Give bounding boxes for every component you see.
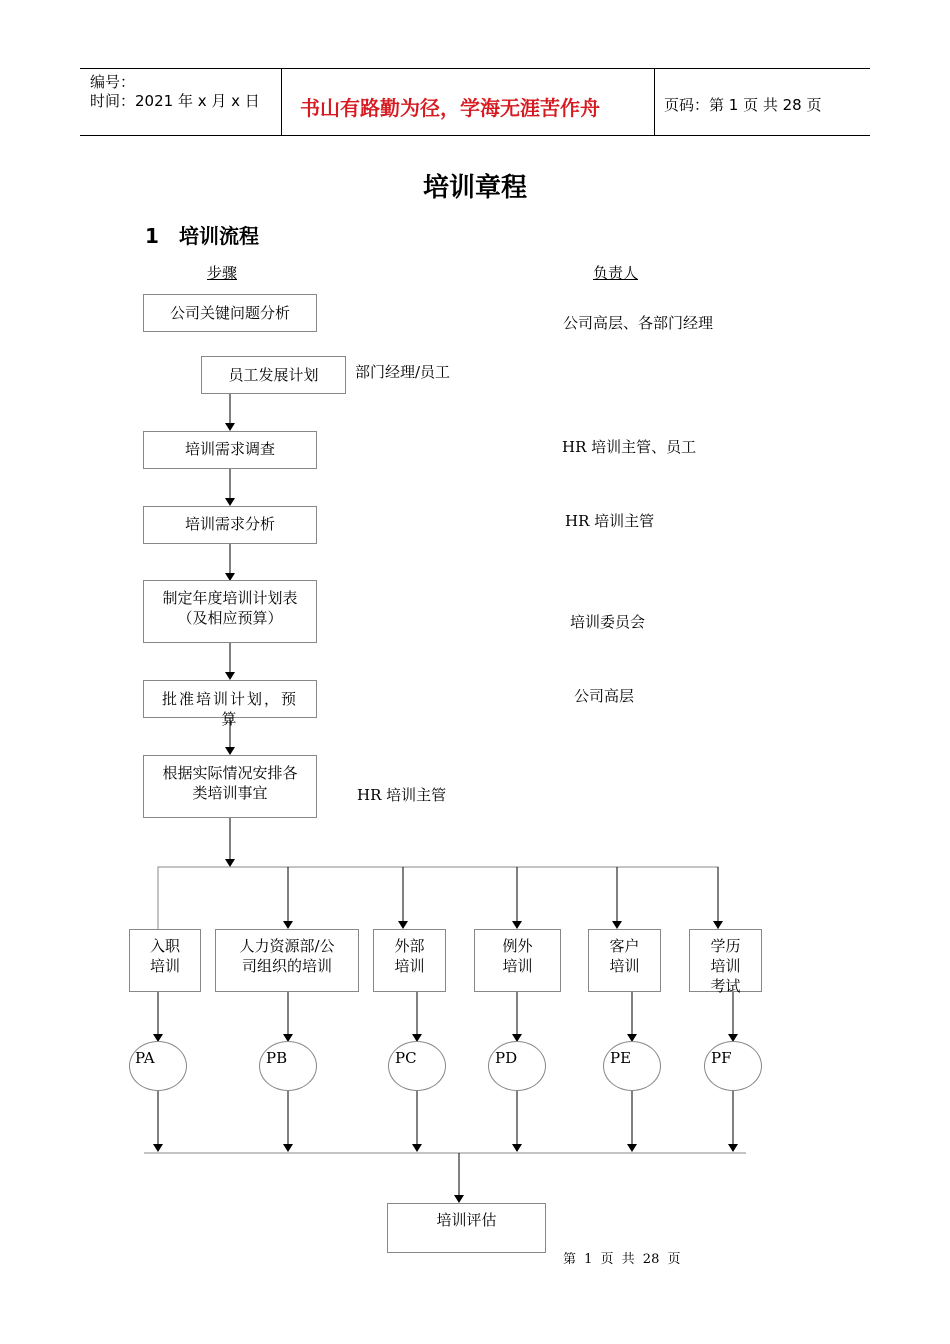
owner-arrange-training: HR 培训主管 [357, 786, 447, 804]
branch-box-exceptional [474, 929, 561, 992]
step-label: 制定年度培训计划表（及相应预算） [162, 589, 298, 627]
step-box-approve-plan-budget [143, 680, 317, 728]
connector-label-pa: PA [135, 1049, 155, 1067]
branch-label: 人力资源部/公司组织的培训 [239, 937, 335, 975]
header-number-label: 编号： [90, 73, 136, 91]
header-motto: 书山有路勤为径，学海无涯苦作舟 [300, 96, 600, 120]
step-label: 培训评估 [436, 1211, 497, 1229]
step-label: 培训需求调查 [184, 440, 275, 458]
branch-box-hr-company-training [215, 929, 359, 992]
owner-training-needs-analysis: HR 培训主管 [565, 512, 655, 530]
connector-label-pf: PF [711, 1049, 732, 1067]
branch-label: 入职培训 [149, 937, 180, 975]
step-label: 批准培训计划，预算 [161, 690, 298, 728]
branch-box-customer [588, 929, 661, 992]
column-owner-header: 负责人 [593, 264, 639, 282]
connector-label-pb: PB [266, 1049, 288, 1067]
branch-box-onboarding [129, 929, 201, 992]
step-box-training-evaluation [387, 1203, 546, 1253]
branch-box-academic [689, 929, 762, 995]
owner-training-needs-survey: HR 培训主管、员工 [562, 438, 697, 456]
step-box-arrange-training [143, 755, 317, 818]
header-page-info: 页码：第 1 页 共 28 页 [664, 96, 822, 114]
owner-approve-plan-budget: 公司高层 [574, 687, 635, 705]
branch-label: 客户培训 [609, 937, 640, 975]
column-steps-header: 步骤 [207, 264, 238, 282]
step-box-key-problem-analysis [143, 294, 317, 332]
header-time-label: 时间：2021 年 x 月 x 日 [90, 92, 260, 110]
connector-label-pe: PE [610, 1049, 632, 1067]
step-box-annual-training-plan [143, 580, 317, 643]
branch-label: 外部培训 [394, 937, 425, 975]
owner-annual-training-plan: 培训委员会 [570, 613, 646, 631]
step-box-training-needs-survey [143, 431, 317, 469]
owner-key-problem-analysis: 公司高层、各部门经理 [563, 314, 714, 332]
step-box-training-needs-analysis [143, 506, 317, 544]
step-label: 公司关键问题分析 [169, 304, 290, 322]
branch-box-external [373, 929, 446, 992]
step-box-employee-development-plan [201, 356, 346, 394]
connector-label-pd: PD [495, 1049, 518, 1067]
section-number: 1 [145, 224, 159, 248]
branch-label: 例外培训 [502, 937, 533, 975]
owner-employee-development-plan: 部门经理/员工 [355, 363, 451, 381]
connector-label-pc: PC [395, 1049, 417, 1067]
step-label: 员工发展计划 [228, 366, 319, 384]
section-title: 培训流程 [179, 224, 259, 248]
document-title: 培训章程 [422, 173, 527, 203]
step-label: 培训需求分析 [184, 515, 275, 533]
step-label: 根据实际情况安排各类培训事宜 [162, 764, 298, 802]
page-footer: 第 1 页 共 28 页 [563, 1252, 681, 1267]
branch-label: 学历培训考试 [710, 937, 741, 995]
